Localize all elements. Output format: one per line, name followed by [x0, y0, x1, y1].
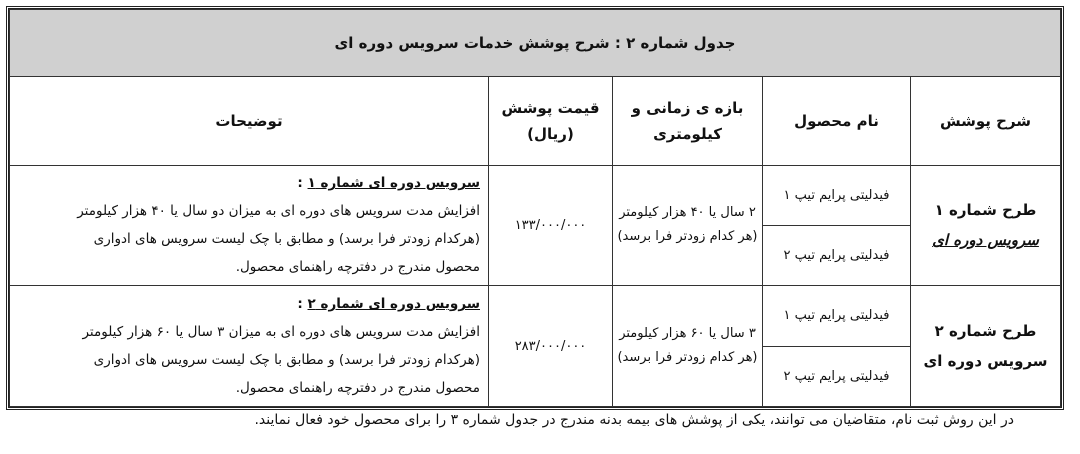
header-range-line2: کیلومتری: [653, 124, 722, 143]
description-line: (هرکدام زودتر فرا برسد) و مطابق با چک لیست سرویس های ادواری: [93, 352, 480, 369]
range-line2: (هر کدام زودتر فرا برسد): [617, 350, 758, 366]
plan-name: طرح شماره ۱: [934, 201, 1037, 220]
header-price-line2: (ریال): [527, 124, 574, 143]
plan-cell: [911, 286, 1061, 407]
description-line: محصول مندرج در دفترچه راهنمای محصول.: [235, 380, 480, 397]
header-row: [10, 76, 1061, 165]
plan-subtitle: سرویس دوره ای: [923, 352, 1048, 371]
description-line: افزایش مدت سرویس های دوره ای به میزان دو سال یا ۴۰ هزار کیلومتر: [77, 203, 480, 220]
table-title-row: [10, 10, 1061, 77]
header-desc: توضیحات: [10, 76, 489, 165]
plan-subtitle: سرویس دوره ای: [932, 231, 1039, 250]
header-price: [489, 76, 613, 165]
description-title: [18, 290, 480, 318]
product-cell: فیدلیتی پرایم تیپ ۲: [763, 346, 911, 406]
description-line: (هرکدام زودتر فرا برسد) و مطابق با چک لیست سرویس های ادواری: [93, 231, 480, 248]
range-cell: [613, 165, 763, 286]
header-price-line1: قیمت پوشش: [501, 98, 600, 117]
header-plan: شرح پوشش: [911, 76, 1061, 165]
table-row: [10, 165, 1061, 225]
table-title: جدول شماره ۲ : شرح پوشش خدمات سرویس دوره ای: [10, 10, 1061, 77]
description-cell: [10, 286, 489, 407]
header-range-line1: بازه ی زمانی و: [631, 98, 744, 117]
range-line2: (هر کدام زودتر فرا برسد): [617, 229, 758, 245]
range-cell: [613, 286, 763, 407]
description-line: محصول مندرج در دفترچه راهنمای محصول.: [235, 259, 480, 276]
header-range: [613, 76, 763, 165]
description-title-colon: :: [297, 296, 308, 313]
price-cell: ۲۸۳/۰۰۰/۰۰۰: [489, 286, 613, 407]
product-cell: فیدلیتی پرایم تیپ ۱: [763, 165, 911, 225]
description-title-text: سرویس دوره ای شماره ۱: [307, 175, 480, 192]
plan-name: طرح شماره ۲: [934, 322, 1037, 341]
coverage-table-frame: [6, 6, 1064, 410]
product-cell: فیدلیتی پرایم تیپ ۱: [763, 286, 911, 346]
plan-cell: [911, 165, 1061, 286]
price-cell: ۱۳۳/۰۰۰/۰۰۰: [489, 165, 613, 286]
description-title-text: سرویس دوره ای شماره ۲: [307, 296, 480, 313]
product-cell: فیدلیتی پرایم تیپ ۲: [763, 225, 911, 285]
description-title: [18, 169, 480, 197]
description-cell: [10, 165, 489, 286]
header-product: نام محصول: [763, 76, 911, 165]
coverage-table: [9, 9, 1061, 407]
table-row: [10, 286, 1061, 346]
footnote: در این روش ثبت نام، متقاضیان می توانند، یکی از پوشش های بیمه بدنه مندرج در جدول شماره ۳ را برای محصول خود فعال نمایند.: [254, 412, 1014, 428]
range-line1: ۳ سال یا ۶۰ هزار کیلومتر: [619, 326, 756, 342]
range-line1: ۲ سال یا ۴۰ هزار کیلومتر: [619, 205, 756, 221]
description-title-colon: :: [297, 175, 308, 192]
description-line: افزایش مدت سرویس های دوره ای به میزان ۳ سال یا ۶۰ هزار کیلومتر: [82, 324, 480, 341]
